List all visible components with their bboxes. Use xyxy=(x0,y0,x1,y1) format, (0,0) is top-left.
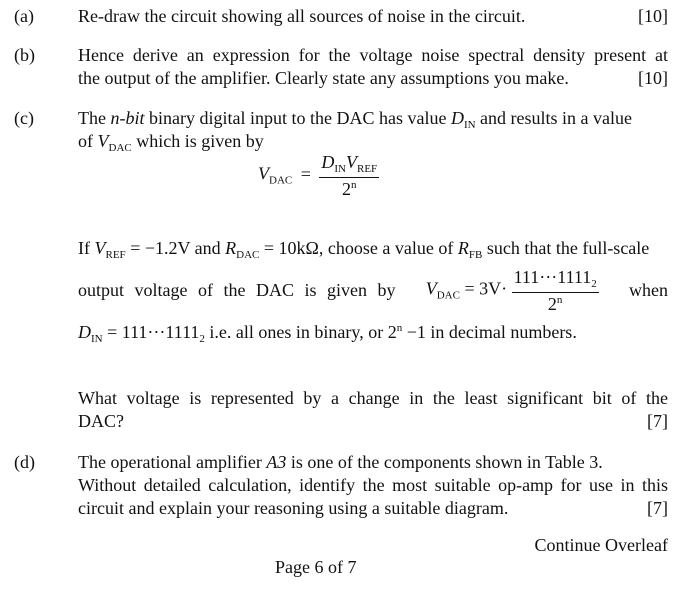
vdac-equation: $V_{DAC}$ = $\frac{D_{IN}V_{REF}}{2^n}$ xyxy=(258,152,378,199)
part-c-label: (c) xyxy=(14,108,34,128)
part-b-label: (b) xyxy=(14,45,35,65)
page-number: Page 6 of 7 xyxy=(275,557,357,577)
vdac-fraction: $\frac{D_{IN}V_{REF}}{2^n}$ xyxy=(321,152,378,199)
vdac-fullscale-equation: $V_{DAC} = 3V\cdot$ $\frac{111\cdot\cdot\cdot 1111_2}{2^n}$ xyxy=(425,267,597,314)
part-d-label: (d) xyxy=(14,452,35,472)
part-c-para2-line3: $D_{IN} = 111\cdot\cdot\cdot 1111_2$ i.e. all ones in binary, or $2^n -1$ in decimal numbers. xyxy=(78,322,577,345)
part-c-question-line1: What voltage is represented by a change in the least significant bit of the xyxy=(78,388,668,408)
part-c-line2: of $V_{DAC}$ which is given by xyxy=(78,131,264,154)
part-b-marks: [10] xyxy=(638,68,668,88)
part-c-intro-pre: The n-bit binary digital input to the DAC has value $D_{IN}$ and results in a value xyxy=(78,108,633,131)
part-d-line2: Without detailed calculation, identify the most suitable op-amp for use in this xyxy=(78,475,668,495)
part-b-line2: the output of the amplifier. Clearly state any assumptions you make. xyxy=(78,68,569,88)
part-b-line1: Hence derive an expression for the voltage noise spectral density present at xyxy=(78,45,668,65)
din-symbol: $D_{IN}$ xyxy=(450,108,476,131)
part-c-intro xyxy=(78,108,668,131)
part-a-label: (a) xyxy=(14,6,34,26)
part-c-question-line2: DAC? xyxy=(78,411,124,431)
part-d-line1: The operational amplifier A3 is one of the components shown in Table 3. xyxy=(78,452,603,472)
part-c-para2-line1: If $V_{REF} = -1.2V$ and $R_{DAC} = 10k\Omega$, choose a value of $R_{FB}$ such that the full-scale xyxy=(78,238,650,261)
part-d-line3: circuit and explain your reasoning using a suitable diagram. xyxy=(78,498,509,518)
part-a-text: Re-draw the circuit showing all sources of noise in the circuit. xyxy=(78,6,526,26)
part-a-marks: [10] xyxy=(638,6,668,26)
continue-overleaf: Continue Overleaf xyxy=(534,535,668,555)
part-d-marks: [7] xyxy=(647,498,668,518)
part-c-marks: [7] xyxy=(647,411,668,431)
part-c-para2-line2: output voltage of the DAC is given by $V_{DAC} = 3V\cdot$ $\frac{111\cdot\cdot\cdot 1111_2}{2^n}$ when xyxy=(78,267,668,314)
vdac-symbol: $V_{DAC}$ xyxy=(97,131,132,154)
